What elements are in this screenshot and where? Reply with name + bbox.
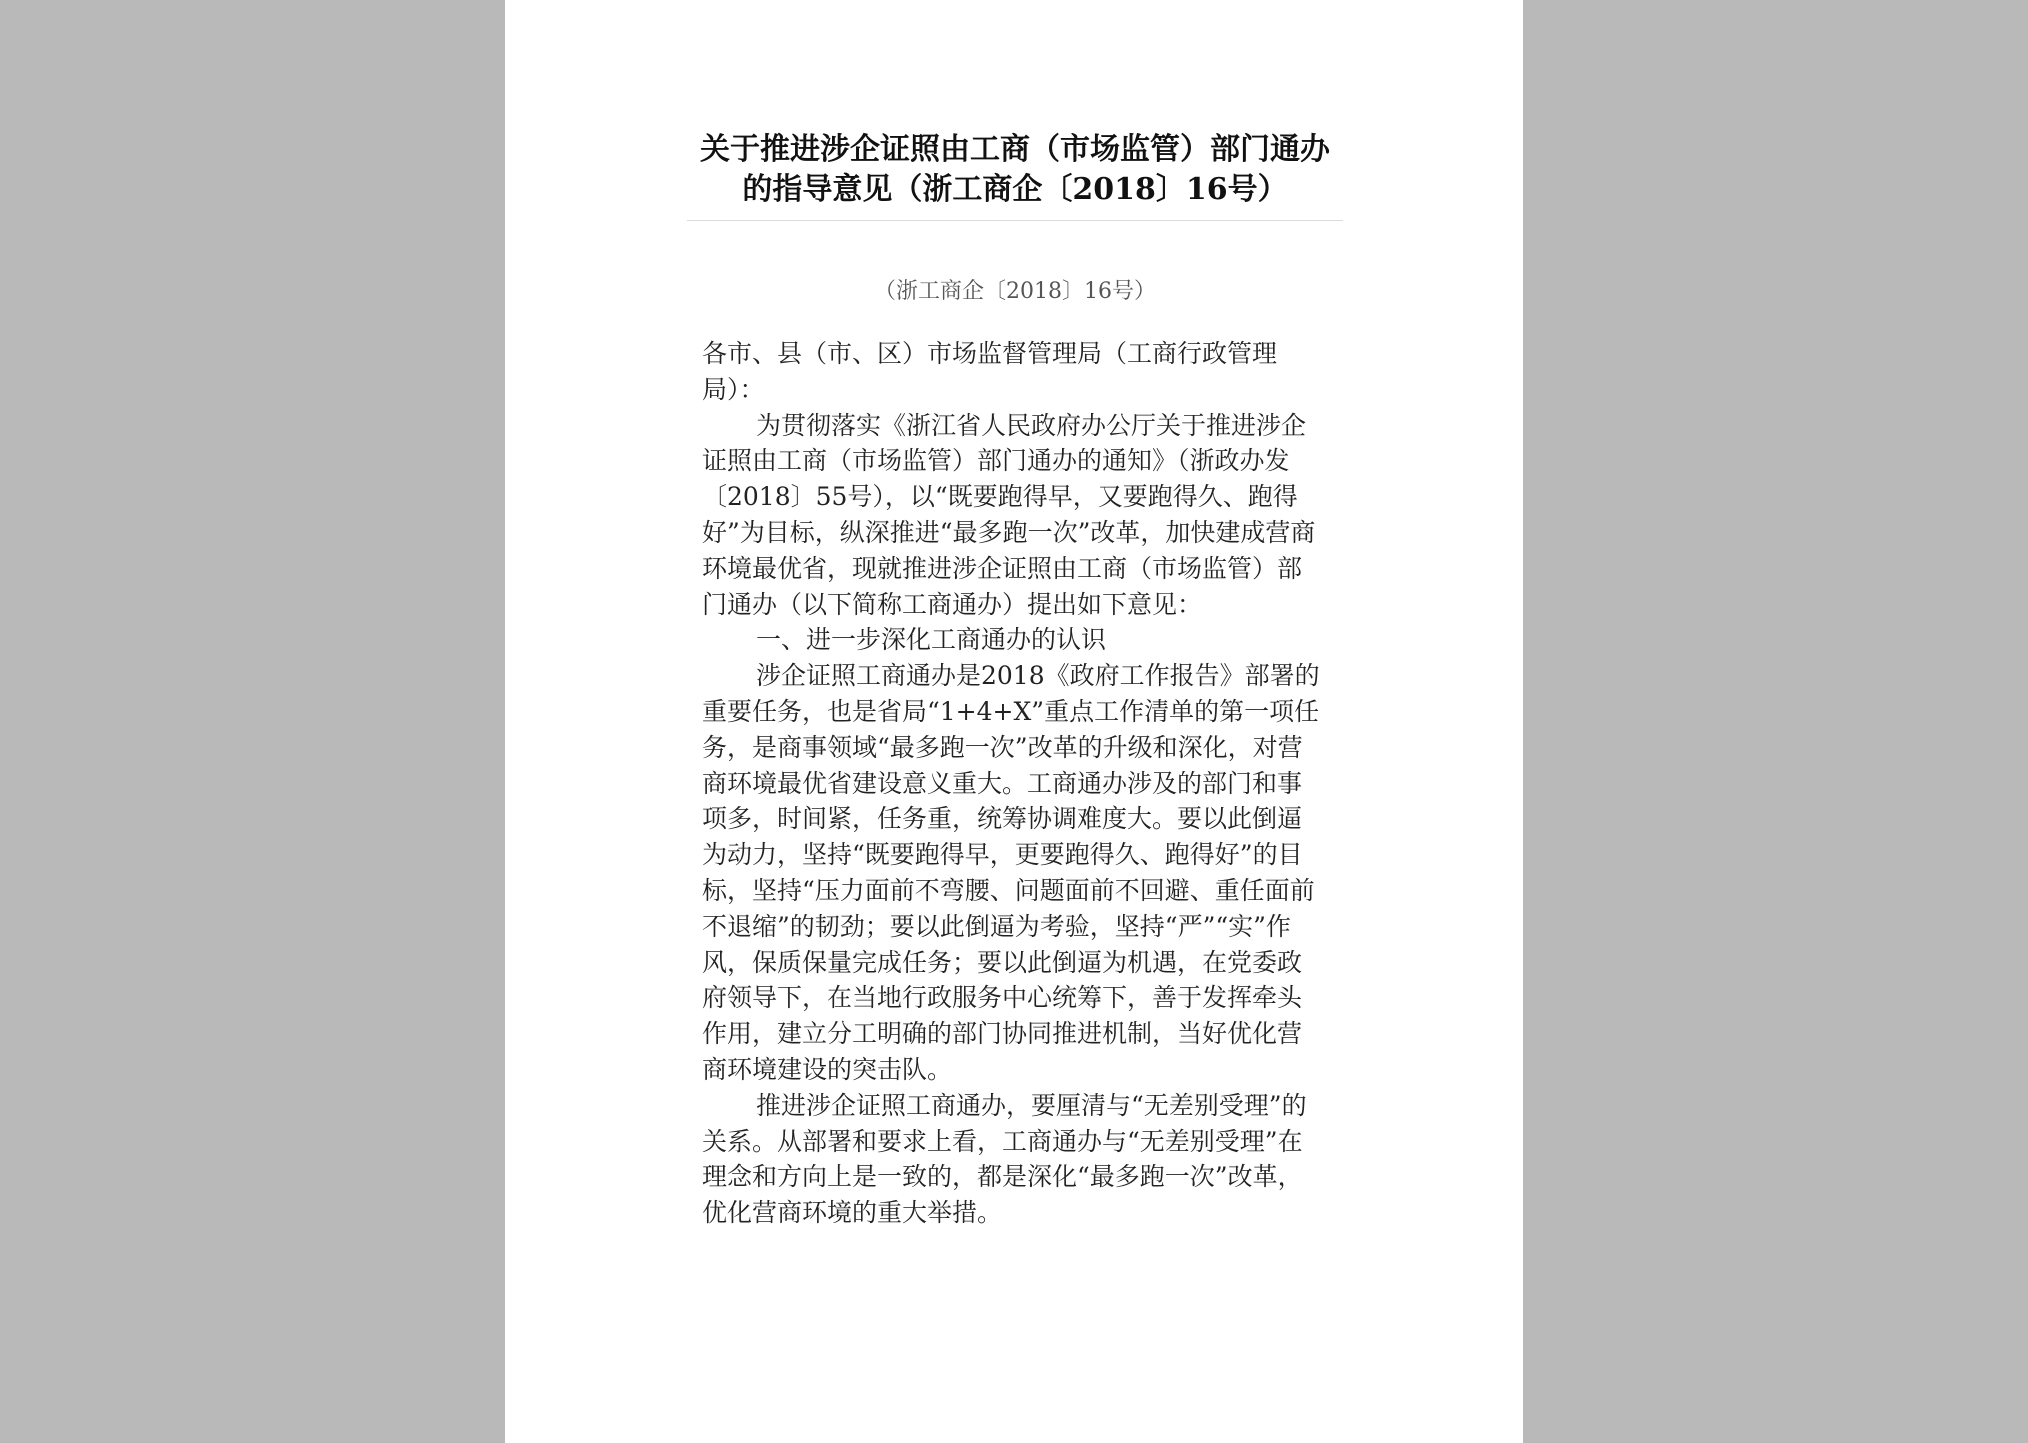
title-divider [687,220,1343,221]
salutation: 各市、县（市、区）市场监督管理局（工商行政管理局）： [702,339,1278,404]
paragraph: 推进涉企证照工商通办，要厘清与“无差别受理”的关系。从部署和要求上看，工商通办与“无差别受理”在理念和方向上是一致的，都是深化“最多跑一次”改革，优化营商环境的重大举措。 [702,1090,1307,1228]
paragraph-intro: 为贯彻落实《浙江省人民政府办公厅关于推进涉企证照由工商（市场监管）部门通办的通知》（浙政办发〔2018〕55号），以“既要跑得早，又要跑得久、跑得好”为目标，纵深推进“最多跑一次”改革，加快建成营商环境最优省，现就推进涉企证照由工商（市场监管）部门通办（以下简称工商通办）提出如下意见： [702,410,1316,619]
document-page [505,0,1523,1443]
document-body [702,336,1320,1231]
document-number: （浙工商企〔2018〕16号） [874,279,1156,304]
section-heading: 一、进一步深化工商通办的认识 [756,625,1107,655]
paragraph: 涉企证照工商通办是2018《政府工作报告》部署的重要任务，也是省局“1+4+X”重点工作清单的第一项任务，是商事领域“最多跑一次”改革的升级和深化，对营商环境最优省建设意义重大。工商通办涉及的部门和事项多，时间紧，任务重，统筹协调难度大。要以此倒逼为动力，坚持“既要跑得早，更要跑得久、跑得好”的目标，坚持“压力面前不弯腰、问题面前不回避、重任面前不退缩”的韧劲；要以此倒逼为考验，坚持“严”“实”作风，保质保量完成任务；要以此倒逼为机遇，在党委政府领导下，在当地行政服务中心统筹下，善于发挥牵头作用，建立分工明确的部门协同推进机制，当好优化营商环境建设的突击队。 [702,661,1320,1084]
document-title: 关于推进涉企证照由工商（市场监管）部门通办的指导意见（浙工商企〔2018〕16号） [700,132,1330,207]
